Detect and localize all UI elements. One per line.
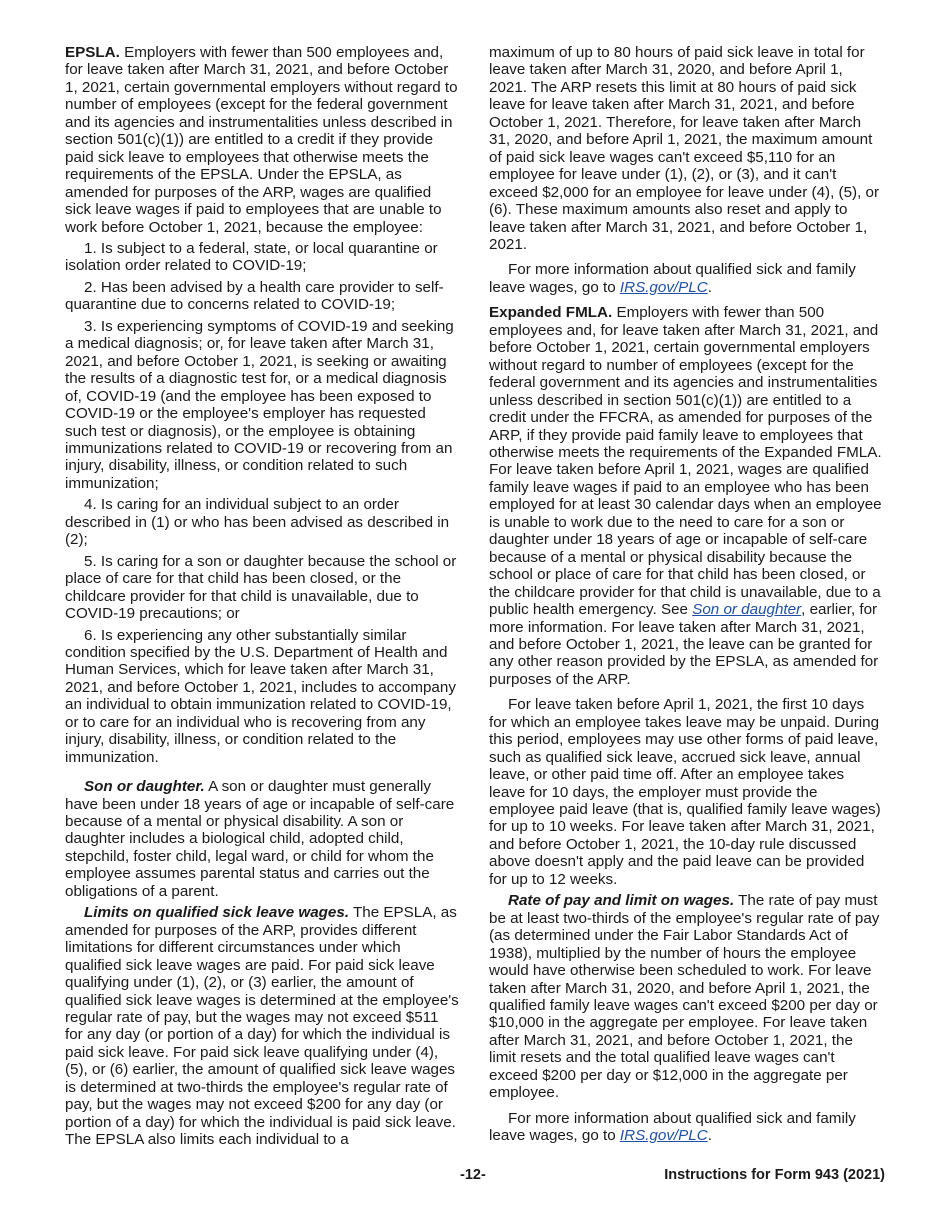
- list-item-4: 4. Is caring for an individual subject to an order described in (1) or who has been advised as described in (2);: [65, 496, 450, 549]
- expanded-fmla-text: Employers with fewer than 500 employees and, for leave taken after March 31, 2021, and before October 1, 2021, certain governmental employers without regard to number of employees (except for the federal government and its agencies and instrumentalities unless described in section 501(c)(1)) are entitled to a credit under the FFCRA, as amended for purposes of the ARP, if they provide paid family leave to employees that otherwise meets the requirements of the Expanded FMLA. For leave taken before April 1, 2021, wages are qualified family leave wages if paid to an employee who has been employed for at least 30 calendar days when an employee is unable to work due to the need to care for a son or daughter under 18 years of age or incapable of self-care because of a mental or physical disability because the school or place of care for that child has been closed, or the childcare provider for that child is unavailable, due to a public health emergency. See: [489, 304, 882, 619]
- list-item-5: 5. Is caring for a son or daughter because the school or place of care for that child has been closed, or the childcare provider for that child is unavailable, due to COVID-19 precautions; or: [65, 552, 457, 623]
- form-name: Instructions for Form 943 (2021): [664, 1167, 885, 1183]
- rate-of-pay-paragraph: [489, 892, 884, 1101]
- left-column: [65, 44, 460, 1153]
- epsla-paragraph: [65, 44, 460, 236]
- son-or-daughter-text: A son or daughter must generally have been under 18 years of age or incapable of self-care because of a mental or physical disability. A son or daughter includes a biological child, adopted child, stepchild, foster child, legal ward, or child for whom the employee assumes parental status and carries out the obligations of a parent.: [65, 778, 455, 900]
- list-item-3: 3. Is experiencing symptoms of COVID-19 and seeking a medical diagnosis; or, for leave taken after March 31, 2021, and before October 1, 2021, is seeking or awaiting the results of a diagnostic test for, or a medical diagnosis of, COVID-19 (and the employee has been exposed to COVID-19 or the employee's employer has requested such test or diagnosis), or the employee is obtaining immunizations related to COVID-19 or recovering from an injury, disability, illness, or condition related to such immunization;: [65, 317, 454, 492]
- son-or-daughter-heading: Son or daughter.: [84, 778, 205, 796]
- more-info-text-2: For more information about qualified sick and family leave wages, go to: [489, 1109, 856, 1145]
- rate-of-pay-text: The rate of pay must be at least two-thirds of the employee's regular rate of pay (as determined under the Fair Labor Standards Act of 1938), multiplied by the number of hours the employee would have otherwise been scheduled to work. For leave taken after March 31, 2020, and before April 1, 2021, the qualified family leave wages can't exceed $200 per day or $10,000 in the aggregate per employee. For leave taken after March 31, 2021, and before October 1, 2021, the limit resets and the total qualified leave wages can't exceed $200 per day or $12,000 in the aggregate per employee.: [489, 892, 880, 1102]
- page-number: -12-: [460, 1167, 486, 1183]
- epsla-heading: EPSLA.: [65, 44, 120, 61]
- first-10-days-paragraph: For leave taken before April 1, 2021, the first 10 days for which an employee takes leave may be unpaid. During this period, employees may use other forms of paid leave, such as qualified sick leave, accrued sick leave, annual leave, or other paid time off. After an employee takes leave for 10 days, the employer must provide the employee paid leave (that is, qualified family leave wages) for up to 10 weeks. For leave taken after March 31, 2021, and before October 1, 2021, the 10-day rule discussed above doesn't apply and the paid leave can be provided for up to 12 weeks.: [489, 696, 881, 888]
- expanded-fmla-heading: Expanded FMLA.: [489, 304, 613, 322]
- continued-paragraph: maximum of up to 80 hours of paid sick leave in total for leave taken after March 31, 2020, and before April 1, 2021. The ARP resets this limit at 80 hours of paid sick leave for leave taken after March 31, 2021, and before October 1, 2021. Therefore, for leave taken after March 31, 2020, and before April 1, 2021, the maximum amount of paid sick leave wages can't exceed $5,110 for an employee for leave under (1), (2), or (3), and it can't exceed $2,000 for an employee for leave under (4), (5), or (6). These maximum amounts also reset and apply to leave taken after March 31, 2021, and before October 1, 2021.: [489, 44, 880, 253]
- epsla-text: Employers with fewer than 500 employees and, for leave taken after March 31, 2021, and before October 1, 2021, certain governmental employers without regard to number of employees (except for the federal government and its agencies and instrumentalities unless described in section 501(c)(1)) are entitled to a credit if they provide paid sick leave to employees that otherwise meets the requirements of the EPSLA. Under the EPSLA, as amended for purposes of the ARP, wages are qualified sick leave wages if paid to employees that are unable to work before October 1, 2021, because the employee:: [65, 44, 458, 236]
- son-or-daughter-paragraph: [65, 778, 460, 900]
- list-item-2: 2. Has been advised by a health care provider to self-quarantine due to concerns related to COVID-19;: [65, 278, 444, 314]
- more-info-paragraph-1: [489, 261, 884, 296]
- list-item-6: 6. Is experiencing any other substantially similar condition specified by the U.S. Department of Health and Human Services, which for leave taken after March 31, 2021, and before October 1, 2021, includes to accompany an individual to obtain immunization related to COVID-19, or to care for an individual who is recovering from any injury, disability, illness, or condition related to the immunization.: [65, 626, 456, 766]
- expanded-fmla-text-after: , earlier, for more information. For leave taken after March 31, 2021, and before October 1, 2021, the leave can be granted for any other reason provided by the EPSLA, as amended for purposes of the ARP.: [489, 601, 879, 688]
- more-info-text-1: For more information about qualified sick and family leave wages, go to: [489, 261, 856, 296]
- son-or-daughter-link[interactable]: Son or daughter: [692, 601, 802, 619]
- rate-of-pay-heading: Rate of pay and limit on wages.: [508, 892, 735, 910]
- list-item-1: 1. Is subject to a federal, state, or local quarantine or isolation order related to COVID-19;: [65, 239, 438, 275]
- more-info-paragraph-2: [489, 1110, 884, 1145]
- expanded-fmla-paragraph: [489, 304, 884, 688]
- irs-plc-link-1[interactable]: IRS.gov/PLC: [619, 278, 708, 296]
- right-column: [489, 44, 884, 1149]
- limits-text: The EPSLA, as amended for purposes of the ARP, provides different limitations for different circumstances under which qualified sick leave wages are paid. For paid sick leave qualifying under (1), (2), or (3) earlier, the amount of qualified sick leave wages is determined at the employee's regular rate of pay, but the wages may not exceed $511 for any day (or portion of a day) for which the individual is paid sick leave. For paid sick leave qualifying under (4), (5), or (6) earlier, the amount of qualified sick leave wages is determined at two-thirds the employee's regular rate of pay, but the wages may not exceed $200 for any day (or portion of a day) for which the individual is paid sick leave. The EPSLA also limits each individual to a: [65, 904, 459, 1149]
- limits-paragraph: [65, 904, 460, 1148]
- limits-heading: Limits on qualified sick leave wages.: [84, 904, 350, 922]
- more-info-end-2: .: [707, 1127, 712, 1145]
- irs-plc-link-2[interactable]: IRS.gov/PLC: [619, 1127, 708, 1145]
- page-footer: [65, 1167, 885, 1187]
- more-info-end-1: .: [707, 278, 712, 296]
